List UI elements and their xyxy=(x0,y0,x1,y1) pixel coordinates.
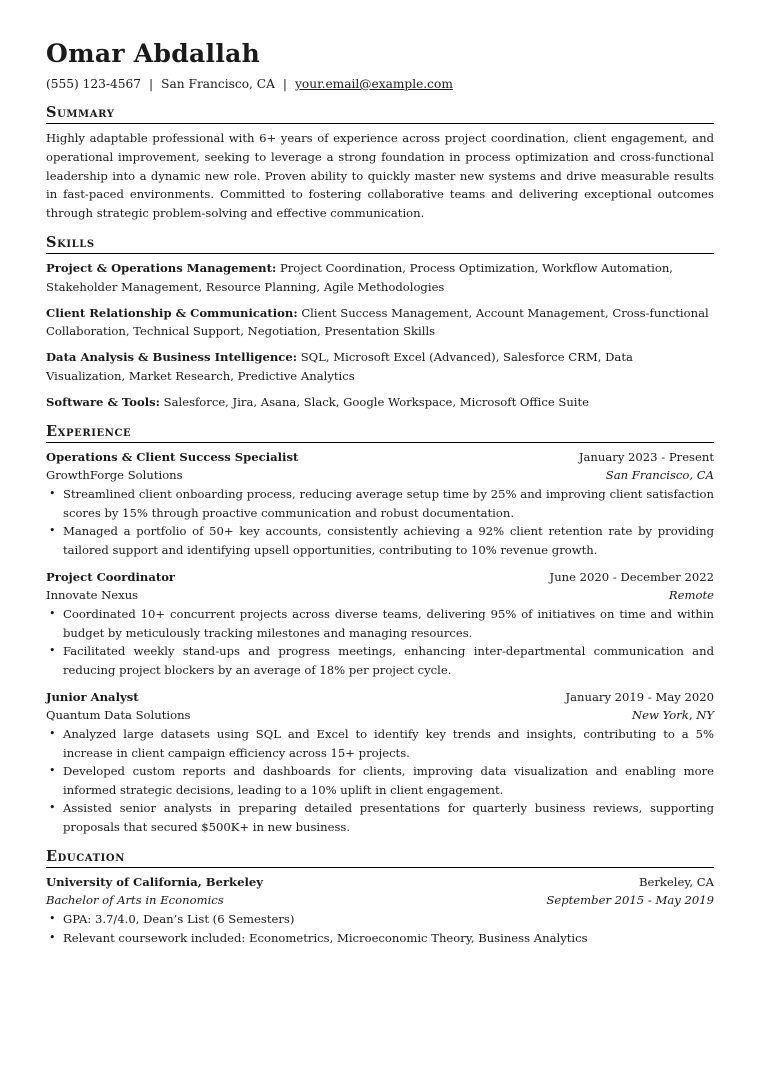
job-title: Project Coordinator xyxy=(46,569,176,584)
separator: | xyxy=(282,77,288,91)
job-entry xyxy=(46,568,714,680)
job-location: Remote xyxy=(668,588,714,603)
skill-label: Client Relationship & Communication: xyxy=(46,305,298,320)
school-name: University of California, Berkeley xyxy=(46,874,263,889)
job-location: San Francisco, CA xyxy=(605,468,714,483)
skills-heading: Skills xyxy=(46,234,714,254)
location: San Francisco, CA xyxy=(161,77,275,91)
bullet-item: • Developed custom reports and dashboards for clients, improving data visualization and enabling more informed strategic decisions, leading to a 10% uplift in client engagement. xyxy=(46,762,714,799)
company-name: GrowthForge Solutions xyxy=(46,468,183,483)
email-link[interactable]: your.email@example.com xyxy=(295,77,453,91)
summary-heading: Summary xyxy=(46,104,714,124)
bullet-item: • Facilitated weekly stand-ups and progress meetings, enhancing inter-departmental communication and reducing project blockers by an average of 18% per project cycle. xyxy=(46,642,714,679)
job-dates: January 2019 - May 2020 xyxy=(565,689,714,704)
summary-section xyxy=(46,104,714,223)
experience-section xyxy=(46,423,714,837)
summary-text: Highly adaptable professional with 6+ years of experience across project coordination, client engagement, and operational improvement, seeking to leverage a strong foundation in process optimization and cross-functional leadership into a dynamic new role. Proven ability to quickly master new systems and drive measurable results in fast-paced environments. Committed to fostering collaborative teams and delivering exceptional outcomes through strategic problem-solving and effective communication. xyxy=(46,131,714,221)
bullet-item: • Streamlined client onboarding process, reducing average setup time by 25% and improving client satisfaction scores by 15% through proactive communication and robust documentation. xyxy=(46,485,714,522)
company-name: Quantum Data Solutions xyxy=(46,708,191,723)
bullet-item: • Analyzed large datasets using SQL and Excel to identify key trends and insights, contributing to a 5% increase in client campaign efficiency across 15+ projects. xyxy=(46,725,714,762)
experience-heading: Experience xyxy=(46,423,714,443)
phone-number: (555) 123-4567 xyxy=(46,77,142,91)
contact-line xyxy=(46,76,714,93)
job-bullets xyxy=(46,725,714,837)
degree: Bachelor of Arts in Economics xyxy=(46,893,224,908)
job-entry xyxy=(46,448,714,560)
separator: | xyxy=(149,77,154,91)
skill-label: Project & Operations Management: xyxy=(46,260,277,275)
education-section xyxy=(46,848,714,948)
skill-label: Data Analysis & Business Intelligence: xyxy=(46,350,298,365)
skill-value: Salesforce, Jira, Asana, Slack, Google Workspace, Microsoft Office Suite xyxy=(163,394,590,409)
school-location: Berkeley, CA xyxy=(638,874,714,889)
job-title: Junior Analyst xyxy=(46,689,139,704)
job-bullets xyxy=(46,605,714,679)
skill-value: SQL, Microsoft Excel (Advanced), Salesforce CRM, Data Visualization, Market Research, Predictive Analytics xyxy=(46,350,633,383)
job-location: New York, NY xyxy=(632,708,714,723)
skill-item xyxy=(46,304,714,342)
skills-section xyxy=(46,234,714,412)
education-dates: September 2015 - May 2019 xyxy=(546,893,714,908)
bullet-item: • Managed a portfolio of 50+ key accounts, consistently achieving a 92% client retention rate by providing tailored support and identifying upsell opportunities, contributing to 10% revenue growth. xyxy=(46,522,714,559)
job-title: Operations & Client Success Specialist xyxy=(46,449,299,464)
skill-item xyxy=(46,259,714,297)
bullet-item: • Assisted senior analysts in preparing detailed presentations for quarterly business reviews, supporting proposals that secured $500K+ in new business. xyxy=(46,799,714,836)
skill-value: Project Coordination, Process Optimization, Workflow Automation, Stakeholder Management, Resource Planning, Agile Methodologies xyxy=(46,260,673,294)
candidate-name: Omar Abdallah xyxy=(46,39,261,68)
company-name: Innovate Nexus xyxy=(46,588,139,603)
bullet-item: • Relevant coursework included: Econometrics, Microeconomic Theory, Business Analytics xyxy=(46,929,714,948)
bullet-item: • GPA: 3.7/4.0, Dean’s List (6 Semesters) xyxy=(46,910,714,929)
job-entry xyxy=(46,688,714,837)
skill-value: Client Success Management, Account Management, Cross-functional Collaboration, Technical Support, Negotiation, Presentation Skills xyxy=(46,305,709,339)
skill-item xyxy=(46,348,714,386)
skill-item xyxy=(46,393,714,412)
resume-page xyxy=(46,38,714,947)
job-dates: June 2020 - December 2022 xyxy=(549,569,714,584)
education-heading: Education xyxy=(46,848,714,868)
skill-label: Software & Tools: xyxy=(46,394,160,409)
job-dates: January 2023 - Present xyxy=(578,449,714,464)
bullet-item: • Coordinated 10+ concurrent projects across diverse teams, delivering 95% of initiatives on time and within budget by meticulously tracking milestones and managing resources. xyxy=(46,605,714,642)
job-bullets xyxy=(46,485,714,559)
education-bullets xyxy=(46,910,714,947)
